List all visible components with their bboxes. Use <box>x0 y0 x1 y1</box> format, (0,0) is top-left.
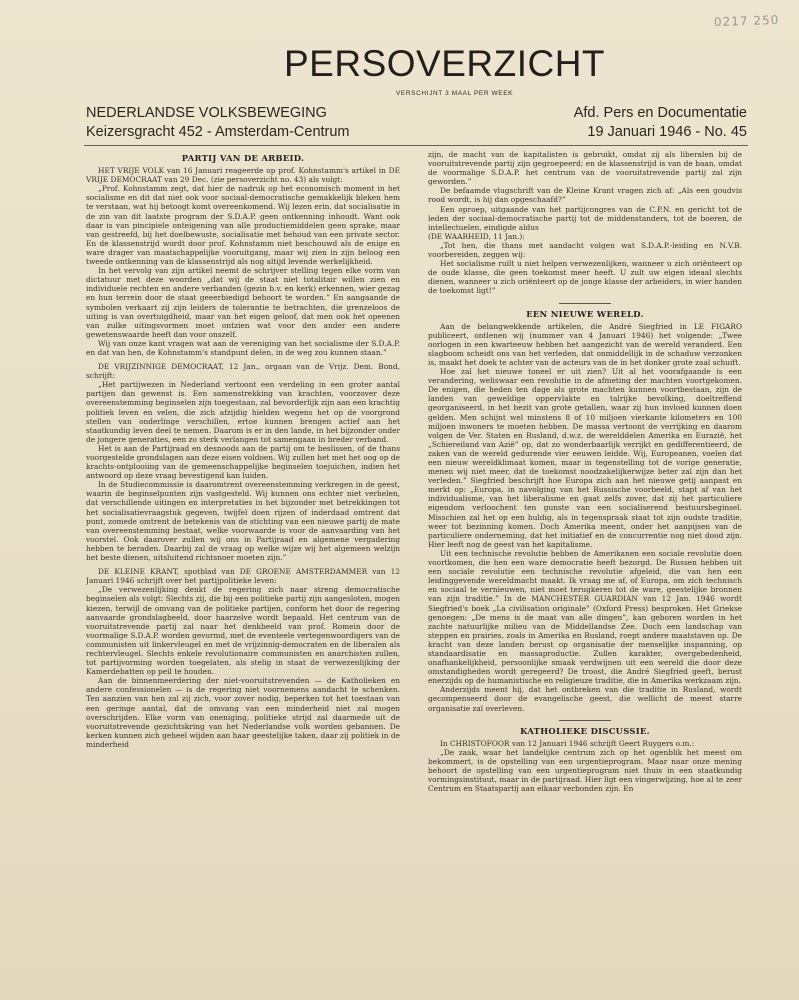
paragraph: „De zaak, waar het landelijke centrum zich op het ogenblik het meest om bekommert, is de opstelling van een urgentieprogram. Maar naar onze mening behoort de opstelling van een urgentieprogram niet thuis in een staatkundig vormingsinstituut, maar in de partijraad. Hier ligt een vingerwijzing, hoe al te zeer Centrum en Staatspartij aan elkaar verbonden zijn. En <box>428 747 742 794</box>
paragraph: Uit een technische revolutie hebben de Amerikanen een sociale revolutie doen voortkomen, die hen een ware democratie heeft bezorgd. De Russen hebben uit een sociale revolutie een technische revolutie afgeleid, die van hen een leidinggevende wereldmacht maakt. Ik vraag me af, of Europa, om zich technisch en sociaal te vernieuwen, niet moet terugkeren tot de ware, geestelijke bronnen van zijn traditie.” In de MANCHESTER GUARDIAN van 12 Jan. 1946 wordt Siegfried's boek „La civilisation originale” (Oxford Press) besproken. Het Griekse genoegen: „De mens is de maat van alle dingen”, kan geboren worden in het zachte natuurlijke milieu van de Middellandse Zee. Doch een landschap van steppen en prairies, zoals in Amerika en Rusland, roept andere maatstaven op. De kracht van deze landen berust op organisatie der menselijke inspanning, op standaardisatie en massaproductie. Zullen karakter, overgebedenheid, onafhankelijkheid, persoonlijke smaak verdwijnen uit een wereld die door deze omstandigheden wordt geregeerd? De troost, die André Siegfried geeft, berust enerzijds op de humanistische en religieuze traditie, die in Amerika werkzaam zijn. <box>428 548 742 686</box>
paragraph: In de Studiecommissie is daaromtrent overeenstemming verkregen in de geest, waarin de beginselpunten zijn vastgesteld. Wij kunnen ons echter niet verhelen, dat verschillende uitingen en interpretaties in het bijzonder met betrekkingen tot het socialisatievraagstuk gegeven, twijfel doen rijzen of inderdaad omtrent dat punt, zomede omtrent de betekenis van de stichting van een nieuwe partij de mate van overeenstemming bestaat, welke voorwaarde is voor de aanvaarding van het voorstel. Ook daarover zullen wij ons in Partijraad en algemene vergadering hebben te beraden. Daarbij zal de vraag op welke wijze wij het algemeen welzijn het beste dienen, uitsluitend richtsnoer moeten zijn.” <box>86 480 400 563</box>
paragraph: Anderzijds meent hij, dat het ontbreken van die traditie in Rusland, wordt gecompenseerd door de evangelische geest, die wellicht de meest starre organisatie zal overleven. <box>428 685 742 713</box>
paragraph: In CHRISTOFOOR van 12 Januari 1946 schrijft Geert Ruygers o.m.: <box>440 738 695 748</box>
paragraph: Wij van onze kant vragen wat aan de vereniging van het socialisme der S.D.A.P. en dat van hen, de Kohnstamm's standpunt delen, in de weg zou kunnen staan.” <box>86 338 400 357</box>
paragraph: Hoe zal het nieuwe toneel er uit zien? Uit al het voorafgaande is een verandering, weliswaar een revolutie in de afmeting der machten voortgekomen. De enigen, die heden ten dage als grote machten kunnen voortbestaan, zijn de landen van geweldige oppervlakte en talrijke bevolking, doeltreffend georganiseerd, in het bezit van grote getallen, waar zij hun invloed kunnen doen gelden. Men schijnt wel minstens 8 of 10 miljoen vierkante kilometers en 100 miljoen inwoners te moeten hebben. De massa vertoont de verrijking en daarom volgen de Ver. Staten en Rusland, d.w.z. de werelddelen Amerika en Eurazië, het „Schiereiland van Azië” op, dat zo wonderbaarlijk verrijkt en gedifferentieerd, de zaken van de wereld gedurende vier eeuwen leidde. Wij, Europeanen, voelen dat een nieuw wereldklimaat komen, maar in tegenstelling tot de vorige generatie, menen wij niet meer, dat de toekomst noodzakelijkerwijze beter zal zijn dan het verleden.” Siegfried beschrijft hoe Europa zich aan het nieuwe getij aanpast en merkt op: „Europa, in navolging van het Russische voorbeeld, stapt af van het individualisme, van het liberalisme en gaat zelfs zover, dat zij het particuliere eigendom verloochent ten gunste van een socialiserend bestuursbeginsel. Misschien zal het op een huldig, als in tegenspraak staat tot zijn oudste traditie, weer tot bezinning komen. Doch Amerika meent, onder het aanpijsen van de particuliere onderneming, dat het initiatief en de concurrentie nog niet dood zijn. Hier leeft nog de geest van het kapitalisme. <box>428 367 742 549</box>
issue-department: Afd. Pers en Documentatie <box>573 105 747 121</box>
section-divider <box>559 720 611 721</box>
paragraph: „Het partijwezen in Nederland vertoont een verdeling in een groter aantal partijen dan gewenst is. Een samenstrekking van krachten, voorzover deze overeenstemming beginselen zijn toegestaan, zal bevorderlijk zijn aan een krachtig politiek leven en velen, die zich afzijdig hielden wegens het op de voorgrond stellen van onderlinge verschillen, ertoe kunnen brengen actief aan het staatkundig leven deel te nemen. Daarom is er in den lande, in het bijzonder onder de jongere generaties, een zo sterk verlangen tot samengaan in breder verband. <box>86 380 400 444</box>
paragraph: In het vervolg van zijn artikel neemt de schrijver stelling tegen elke vorm van dictatuur met deze woorden „dat wij de staat niet totalitair willen zien en individuele rechten en andere verbanden (gezin b.v. en kerk) erkennen, wier gezag en hun terrein door de staat geeerbiedigd behoort te worden.” En aangaande de symbolen verkaart zij zijn leiders de tolerantie te betrachten, die grenzeloos de uiting is van overtuigdheid, maar van het eigen geloof, dat men ook het opeenen van zulke uitingsvormen moet ontzien wat voor den ander een andere gewetenswaarde heeft dan voor onszelf. <box>86 266 400 339</box>
section-divider <box>559 303 611 304</box>
issue-date-number: 19 Januari 1946 - No. 45 <box>587 124 747 140</box>
issue-block <box>564 104 747 142</box>
paragraph: DE KLEINE KRANT, spotblad van DE GROENE AMSTERDAMMER van 12 Januari 1946 schrijft over het partijpolitieke leven: <box>86 567 400 586</box>
paragraph: zijn, de macht van de kapitalisten is gebruikt, omdat zij als liberalen bij de vooruitstrevende partij zijn gegroepeerd; en de klassenstrijd is van de baan, omdat de voormalige S.D.A.P. het centrum van de vooruitstrevende partij zal zijn geworden.” <box>428 150 742 187</box>
paragraph: Het is aan de Partijraad en desnoods aan de partij om te beslissen, of de thans voorgestelde grondslagen aan deze eisen voldoen. Wij zullen het met het oog op de krachts-ontplooiing van de gemeenschappelijke beginselen toejuichen, indien het antwoord op deze vraag bevestigend kan luiden. <box>86 443 400 481</box>
paragraph: HET VRIJE VOLK van 16 Januari reageerde op prof. Kohnstamm's artikel in DE VRIJE DEMOCRAAT van 29 Dec. (zie persoverzicht no. 43) als volgt: <box>86 166 400 185</box>
paragraph: Aan de binnenmeerdering der niet-vooruitstrevenden — de Katholieken en andere confessionelen — is de regering niet voornemens aandacht te schenken. Ten aanzien van hen zal zij zich, voor zover nodig, beperken tot het toestaan van een geringe aantal, dat de omvang van een minderheid niet zal mogen overschrijden. Elke vorm van oneniging, politieke strijd zal daarmede uit de vooruitstrevende gezichtskring van het Nederlandse volk worden gebannen. De kerken kunnen zich geheel wijden aan haar geestelijke taken, daar zij politiek in de minderheid <box>86 676 400 749</box>
paragraph: Het socialisme ruilt u niet helpen verwezenlijken, wanneer u zich oriënteert op de oude klasse, die geen toekomst meer heeft. U zult uw eigen ideaal slechts dienen, wanneer u zich oriënteert op de jonge klasse der arbeiders, in wier handen de toekomst ligt!” <box>428 259 742 296</box>
archive-stamp: 0217 250 <box>713 12 780 30</box>
publisher-name: NEDERLANDSE VOLKSBEWEGING <box>86 105 327 121</box>
publisher-block <box>86 104 350 142</box>
paragraph: „Tot hen, die thans met aandacht volgen wat S.D.A.P.-leiding en N.V.B. voorbereiden, zeggen wij: <box>428 240 742 260</box>
paragraph: DE VRIJZINNIGE DEMOCRAAT, 12 Jan., orgaan van de Vrijz. Dem. Bond, schrijft: <box>86 362 400 381</box>
paragraph: Aan de belangwekkende artikelen, die André Siegfried in LE FIGARO publiceert, ontlenen wij (nummer van 4 Januari 1946) het volgende: „Twee oorlogen in een kwarteeuw hebben het aangezicht van de wereld veranderd. Een slagboom scheidt ons van het verleden, dat onmiddellijk in de schaduw verzonken is, maakt het doek te achter van de acteurs van de in het donker grote zaal schuift. <box>428 321 742 367</box>
section-heading-katholieke: KATHOLIEKE DISCUSSIE. <box>520 725 650 736</box>
paragraph: „De verwezenlijking denkt de regering zich naar streng democratische beginselen als volgt: Slechts zij, die bij een politieke partij zijn aangesloten, mogen kiezen, terwijl de omvang van de politieke partijen, conform het door de regering aanvaarde grondslagbeeld, door haarzelve wordt bepaald. Het centrum van de vooruitstrevende partij zal naar het denkbeeld van prof. Romein door de voormalige S.D.A.P. worden gevormd, met de eventeele vertegenwoordigers van de communisten uit linkervleugel en met de vrijzinnig-democraten en de liberalen als rechtervleugel. Slechts enkele revolutionaire communisten en anarchisten zullen, tot partijvorming worden toegelaten, als stelig in staat de verwezenlijking der Kamerdebatten op peil te houden. <box>86 585 400 677</box>
header-rule <box>84 145 748 146</box>
paragraph: Een oproep, uitgaande van het partijcongres van de C.P.N. en gericht tot de leden der sociaal-democratische partij tot de middenstanders, tot de boeren, de intellectuelen, eindigde aldus <box>428 204 742 232</box>
paragraph: (DE WAARHEID, 11 Jan.): <box>428 231 525 241</box>
section-heading-partij: PARTIJ VAN DE ARBEID. <box>181 153 305 163</box>
masthead-subtitle: VERSCHIJNT 3 MAAL PER WEEK <box>396 90 514 97</box>
section-heading-wereld: EEN NIEUWE WERELD. <box>526 308 644 319</box>
publisher-address: Keizersgracht 452 - Amsterdam-Centrum <box>86 124 350 140</box>
paragraph: „Prof. Kohnstamm zegt, dat hier de nadruk op het economisch moment in het socialisme en dit dat niet ook voor sociaal-democratische gemakkelijk bleken hem te verstaan, wat hij betoogt komt overeenkomend. Wij lezen erin, dat socialisatie in de zin van dit laatste program der S.D.A.P. geen ontkenning inhoudt. Want ook daar is van pincipiele onteigening van alle productiemiddelen geen sprake, maar van gestreefd, bij het doelbewuste, socialisatie met behoud van een private sector. En de klassenstrijd wordt door prof. Kohnstamm niet beschouwd als de enige en ware drager van maatschappelijke vooruitgang, maar wij zien in zijn beloog een tweede ontkenning van de klassenstrijd als nog altijd levende werkelijkheid. <box>86 184 400 267</box>
paragraph: De befaamde vlugschrift van de Kleine Krant vragen zich af: „Als een goudvis rood wordt, is hij dan opgeschaafd?” <box>428 186 742 205</box>
left-column <box>86 150 400 990</box>
right-column <box>428 150 742 990</box>
masthead-title: PERSOVERZICHT <box>284 43 606 84</box>
